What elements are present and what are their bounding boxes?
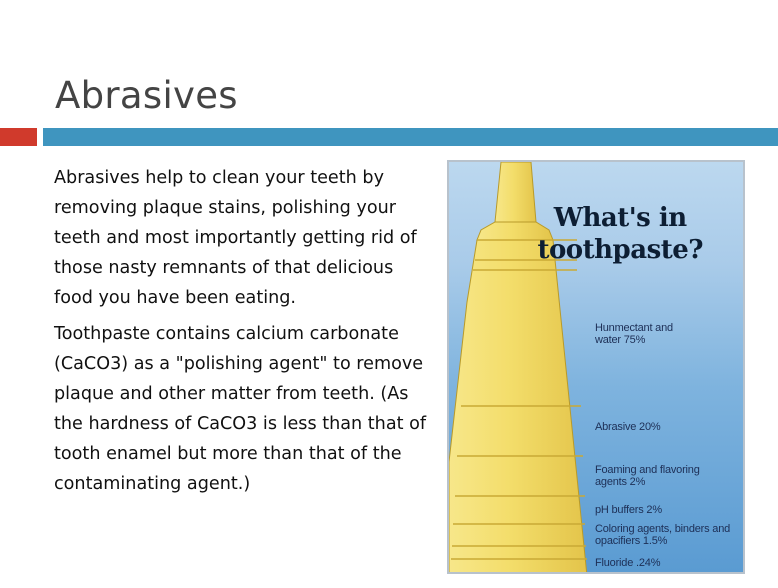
label-fluoride: Fluoride .24% <box>595 557 661 569</box>
figure-title-line1: What's in <box>553 203 687 233</box>
label-abrasive: Abrasive 20% <box>595 421 661 433</box>
label-foaming: Foaming and flavoring agents 2% <box>595 464 700 488</box>
figure-title-line2: toothpaste? <box>537 235 703 265</box>
figure-title <box>537 202 703 266</box>
slide-body <box>54 163 434 505</box>
accent-bar-red <box>0 128 37 146</box>
label-coloring: Coloring agents, binders and opacifiers 1.5% <box>595 523 731 547</box>
slide-title: Abrasives <box>55 74 238 117</box>
paragraph-abrasives: Abrasives help to clean your teeth by removing plaque stains, polishing your teeth and most importantly getting rid of those nasty remnants of that delicious food you have been eating. <box>54 168 417 308</box>
label-ph-buffers: pH buffers 2% <box>595 504 662 516</box>
label-humectant: Hunmectant and water 75% <box>595 322 673 346</box>
accent-bar-teal <box>43 128 778 146</box>
toothpaste-figure <box>447 160 745 574</box>
paragraph-calcium-carbonate: Toothpaste contains calcium carbonate (CaCO3) as a "polishing agent" to remove plaque and other matter from teeth. (As the hardness of CaCO3 is less than that of tooth enamel but more than that of the contaminating agent.) <box>54 324 427 494</box>
